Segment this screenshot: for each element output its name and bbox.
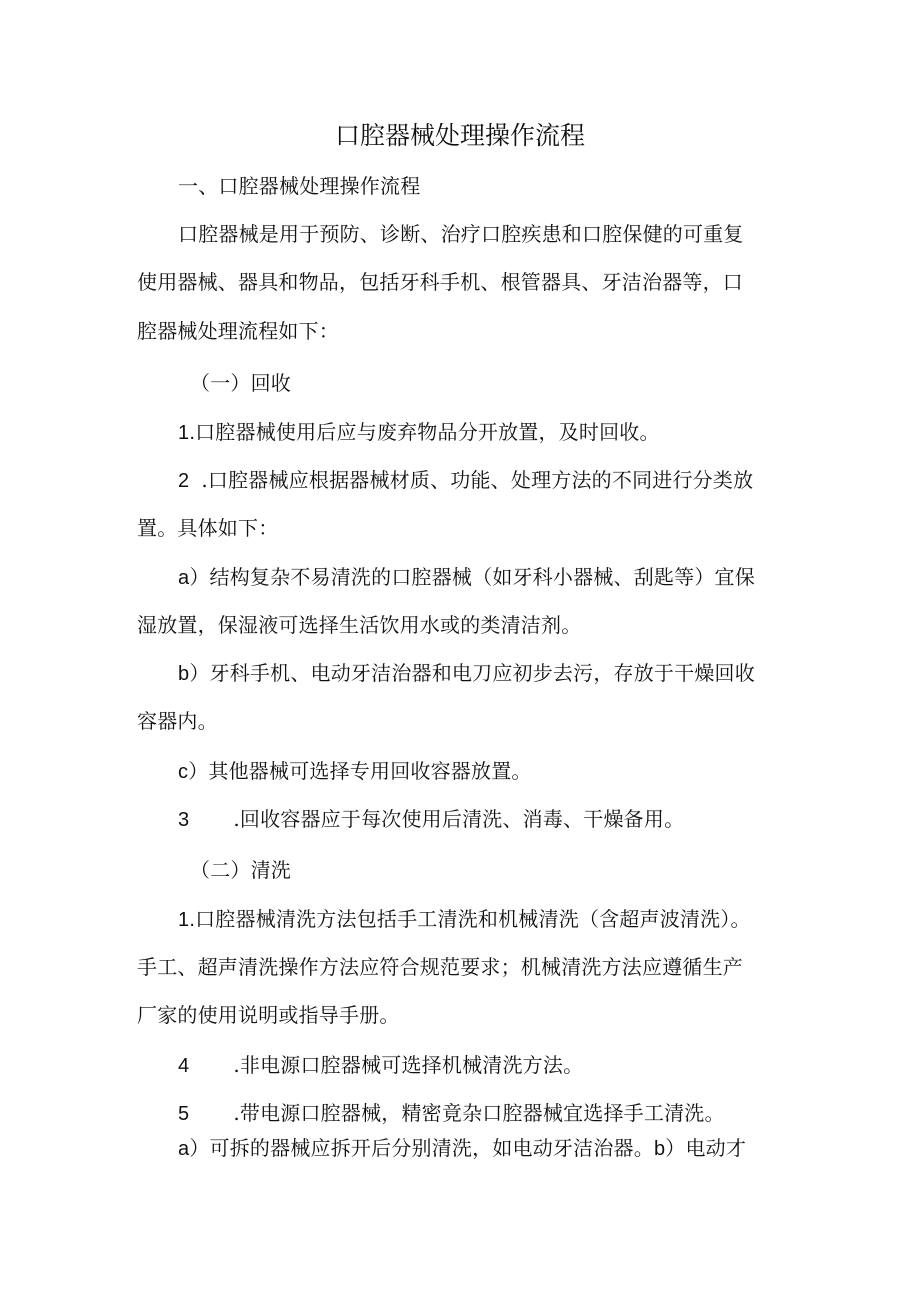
item-text: .回收容器应于每次使用后清洗、消毒、干燥备用。 bbox=[233, 807, 685, 831]
list-item bbox=[178, 805, 684, 834]
item-number: 5 bbox=[178, 1103, 190, 1125]
item-text: .非电源口腔器械可选择机械清洗方法。 bbox=[233, 1053, 584, 1077]
item-text: 口腔器械清洗方法包括手工清洗和机械清洗（含超声波清洗）。 bbox=[195, 907, 751, 931]
item-text: .口腔器械应根据器械材质、功能、处理方法的不同进行分类放 bbox=[201, 468, 754, 492]
item-text: 其他器械可选择专用回收容器放置。 bbox=[208, 759, 532, 783]
item-marker: a） bbox=[178, 567, 210, 589]
item-marker: a） bbox=[178, 1138, 210, 1160]
item-marker: b） bbox=[653, 1138, 686, 1160]
item-text: 可拆的器械应拆开后分别清洗，如电动牙洁治器。 bbox=[209, 1136, 654, 1160]
item-number: 1. bbox=[178, 422, 196, 444]
list-item bbox=[178, 659, 755, 688]
paragraph-line: 手工、超声清洗操作方法应符合规范要求；机械清洗方法应遵循生产 bbox=[137, 955, 743, 979]
list-item bbox=[178, 757, 532, 786]
list-item bbox=[178, 466, 753, 495]
item-marker: c） bbox=[178, 761, 209, 783]
item-text: 口腔器械使用后应与废弃物品分开放置，及时回收。 bbox=[195, 420, 660, 444]
subsection-heading: （二）清洗 bbox=[190, 858, 291, 882]
paragraph-line: 湿放置，保湿液可选择生活饮用水或的类清洁剂。 bbox=[137, 613, 582, 637]
list-item bbox=[178, 418, 660, 447]
paragraph-line: 使用器械、器具和物品，包括牙科手机、根管器具、牙洁治器等，口 bbox=[137, 270, 743, 294]
document-title: 口腔器械处理操作流程 bbox=[334, 121, 585, 150]
item-number: 4 bbox=[178, 1055, 190, 1077]
subsection-heading: （一）回收 bbox=[190, 371, 291, 395]
paragraph-line: 腔器械处理流程如下： bbox=[137, 319, 339, 343]
paragraph-line: 容器内。 bbox=[137, 709, 218, 733]
item-number: 2 bbox=[178, 470, 190, 492]
section-heading: 一、口腔器械处理操作流程 bbox=[178, 174, 421, 198]
item-text: .带电源口腔器械，精密竟杂口腔器械宜选择手工清洗。 bbox=[233, 1101, 725, 1125]
item-text: 电动才 bbox=[685, 1136, 747, 1160]
list-item bbox=[178, 905, 751, 934]
list-item bbox=[178, 1099, 725, 1128]
list-item bbox=[178, 563, 755, 592]
paragraph-line: 置。具体如下： bbox=[137, 516, 279, 540]
list-item bbox=[178, 1134, 746, 1163]
item-marker: b） bbox=[178, 663, 210, 685]
item-number: 3 bbox=[178, 809, 190, 831]
paragraph-line: 口腔器械是用于预防、诊断、治疗口腔疾患和口腔保健的可重复 bbox=[178, 222, 744, 246]
item-text: 结构复杂不易清洗的口腔器械（如牙科小器械、刮匙等）宜保 bbox=[209, 565, 755, 589]
item-number: 1. bbox=[178, 909, 196, 931]
item-text: 牙科手机、电动牙洁治器和电刀应初步去污，存放于干燥回收 bbox=[209, 661, 755, 685]
list-item bbox=[178, 1051, 583, 1080]
paragraph-line: 厂家的使用说明或指导手册。 bbox=[137, 1003, 400, 1027]
